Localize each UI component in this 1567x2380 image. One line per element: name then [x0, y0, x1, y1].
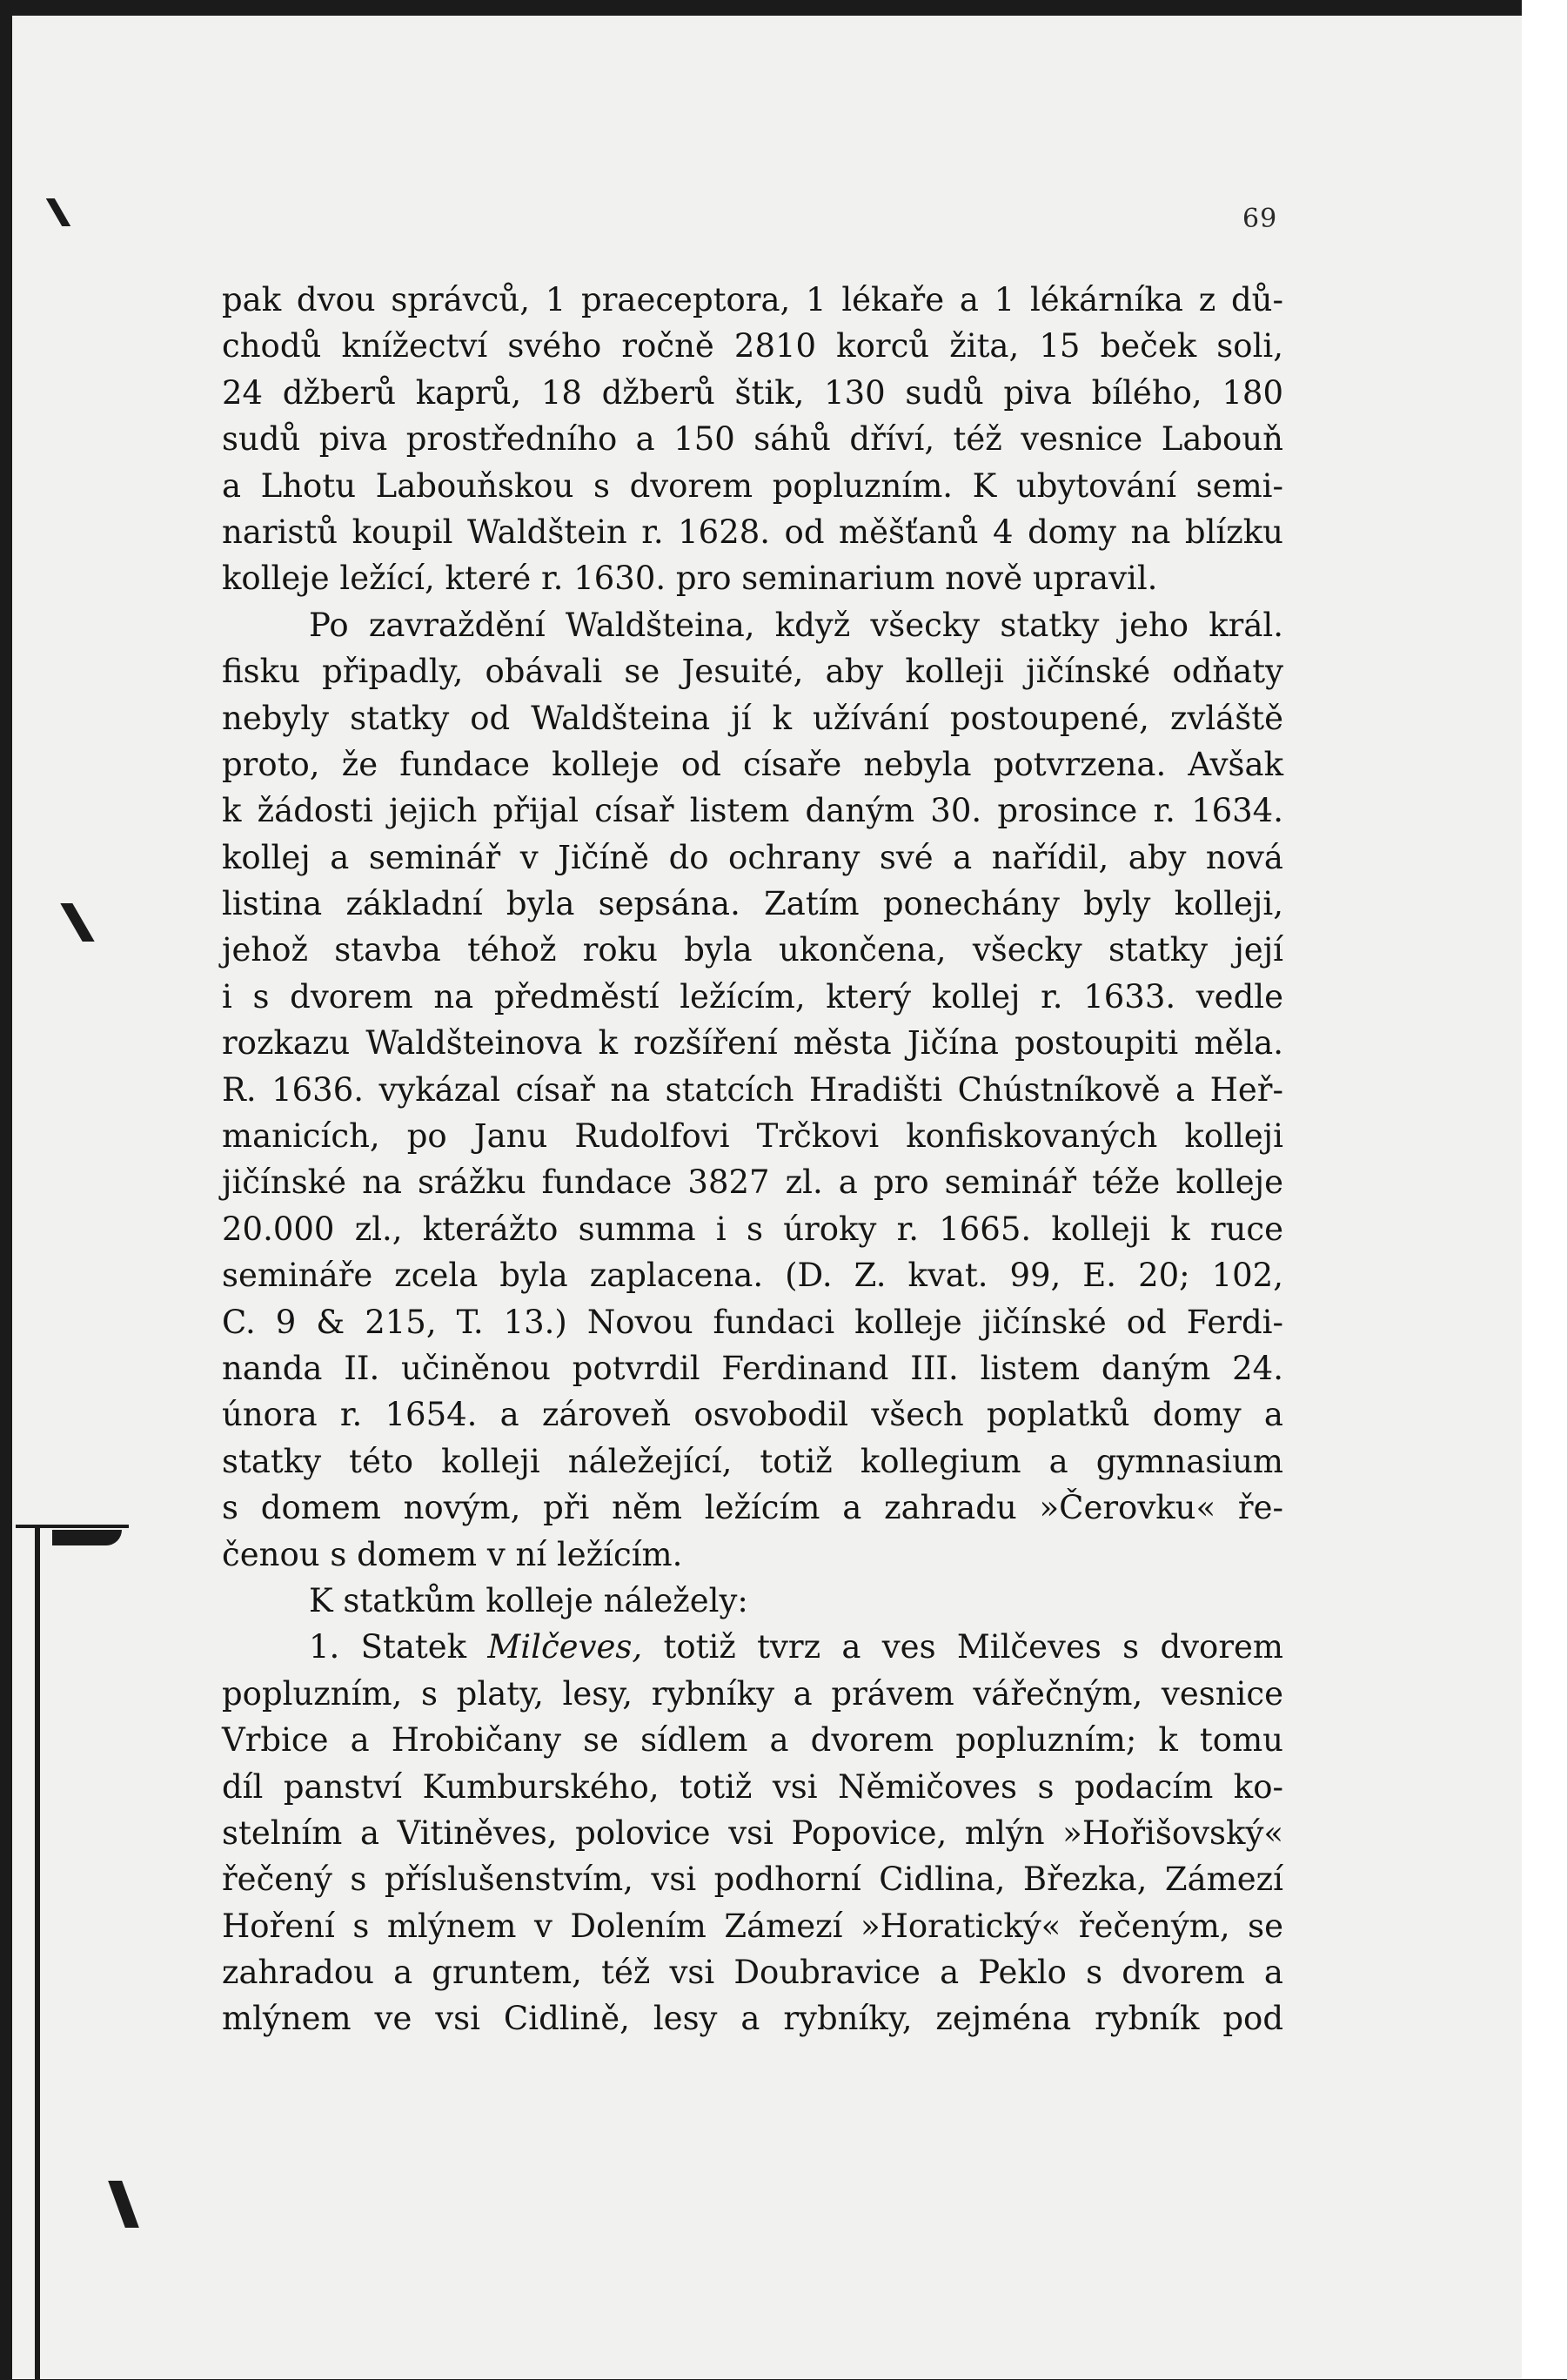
- text-line: jičínské na srážku fundace 3827 zl. a pro seminář téže kolleje: [222, 1163, 1283, 1202]
- text-line: semináře zcela byla zaplacena. (D. Z. kvat. 99, E. 20; 102,: [222, 1257, 1283, 1295]
- text-line: s domem novým, při něm ležícím a zahradu »Čerovku« ře-: [222, 1489, 1283, 1527]
- text-line: manicích, po Janu Rudolfovi Trčkovi konfiskovaných kolleji: [222, 1117, 1283, 1156]
- text-line: stelním a Vitiněves, polovice vsi Popovice, mlýn »Hořišovský«: [222, 1813, 1283, 1852]
- page-body: [222, 277, 1283, 2042]
- text-line: naristů koupil Waldštein r. 1628. od měšťanů 4 domy na blízku: [222, 513, 1283, 551]
- text-line: proto, že fundace kolleje od císaře nebyla potvrzena. Avšak: [222, 745, 1283, 783]
- text-line: února r. 1654. a zároveň osvobodil všech poplatků domy a: [222, 1396, 1283, 1434]
- text-line: jehož stavba téhož roku byla ukončena, všecky statky její: [222, 931, 1283, 969]
- text-line: C. 9 & 215, T. 13.) Novou fundaci kolleje jičínské od Ferdi-: [222, 1303, 1283, 1341]
- text-line: Po zavraždění Waldšteina, když všecky statky jeho král.: [309, 606, 1283, 644]
- text-line: sudů piva prostředního a 150 sáhů dříví, též vesnice Labouň: [222, 420, 1283, 459]
- binding-mark: [16, 1525, 129, 1528]
- text-line: řečený s příslušenstvím, vsi podhorní Cidlina, Březka, Zámezí: [222, 1860, 1283, 1899]
- body-lines-continued: [222, 1671, 1283, 2042]
- text-line: a Lhotu Labouňskou s dvorem popluzním. K ubytování semi-: [222, 466, 1283, 505]
- text-line: kollej a seminář v Jičíně do ochrany své a nařídil, aby nová: [222, 838, 1283, 876]
- text-line: nebyly statky od Waldšteina jí k užívání postoupené, zvláště: [222, 699, 1283, 737]
- text-line: listina základní byla sepsána. Zatím ponechány byly kolleji,: [222, 885, 1283, 923]
- text-line: rozkazu Waldšteinova k rozšíření města Jičína postoupiti měla.: [222, 1024, 1283, 1063]
- text-line: díl panství Kumburského, totiž vsi Němičoves s podacím ko-: [222, 1767, 1283, 1806]
- text-line: 20.000 zl., kterážto summa i s úroky r. 1665. kolleji k ruce: [222, 1210, 1283, 1248]
- text-line: statky této kolleji náležející, totiž kollegium a gymnasium: [222, 1442, 1283, 1480]
- text-line: k žádosti jejich přijal císař listem daným 30. prosince r. 1634.: [222, 792, 1283, 830]
- text-line: popluzním, s platy, lesy, rybníky a právem vářečným, vesnice: [222, 1674, 1283, 1713]
- text-line: čenou s domem v ní ležícím.: [222, 1535, 683, 1573]
- scan-right-margin: [1522, 0, 1567, 2379]
- scan-left-border: [0, 0, 12, 2379]
- item1-estate-name: Milčeves,: [487, 1628, 643, 1666]
- binding-mark: [52, 1530, 122, 1545]
- text-line: K statkům kolleje náležely:: [309, 1581, 748, 1619]
- text-line: kolleje ležící, které r. 1630. pro seminarium nově upravil.: [222, 560, 1158, 598]
- page-number: 69: [1242, 204, 1278, 234]
- text-line: chodů knížectví svého ročně 2810 korců žita, 15 beček soli,: [222, 327, 1283, 365]
- item1-rest: totiž tvrz a ves Milčeves s dvorem: [642, 1628, 1283, 1666]
- text-line: zahradou a gruntem, též vsi Doubravice a Peklo s dvorem a: [222, 1954, 1283, 1992]
- body-lines: [222, 277, 1283, 1624]
- text-line: nanda II. učiněnou potvrdil Ferdinand III. listem daným 24.: [222, 1349, 1283, 1387]
- text-line: 24 džberů kaprů, 18 džberů štik, 130 sudů piva bílého, 180: [222, 373, 1283, 412]
- text-line: fisku připadly, obávali se Jesuité, aby kolleji jičínské odňaty: [222, 653, 1283, 691]
- item1-prefix: 1. Statek: [309, 1628, 488, 1666]
- text-line: i s dvorem na předměstí ležícím, který kollej r. 1633. vedle: [222, 977, 1283, 1016]
- text-line: R. 1636. vykázal císař na statcích Hradišti Chústníkově a Heř-: [222, 1070, 1283, 1109]
- text-line-item1: [222, 1624, 1283, 1670]
- text-line: pak dvou správců, 1 praeceptora, 1 lékaře a 1 lékárníka z dů-: [222, 281, 1283, 318]
- text-line: Hoření s mlýnem v Dolením Zámezí »Horatický« řečeným, se: [222, 1907, 1283, 1945]
- text-line: Vrbice a Hrobičany se sídlem a dvorem popluzním; k tomu: [222, 1721, 1283, 1760]
- binding-mark: [35, 1527, 40, 2380]
- text-line: mlýnem ve vsi Cidlině, lesy a rybníky, zejména rybník pod: [222, 2000, 1283, 2038]
